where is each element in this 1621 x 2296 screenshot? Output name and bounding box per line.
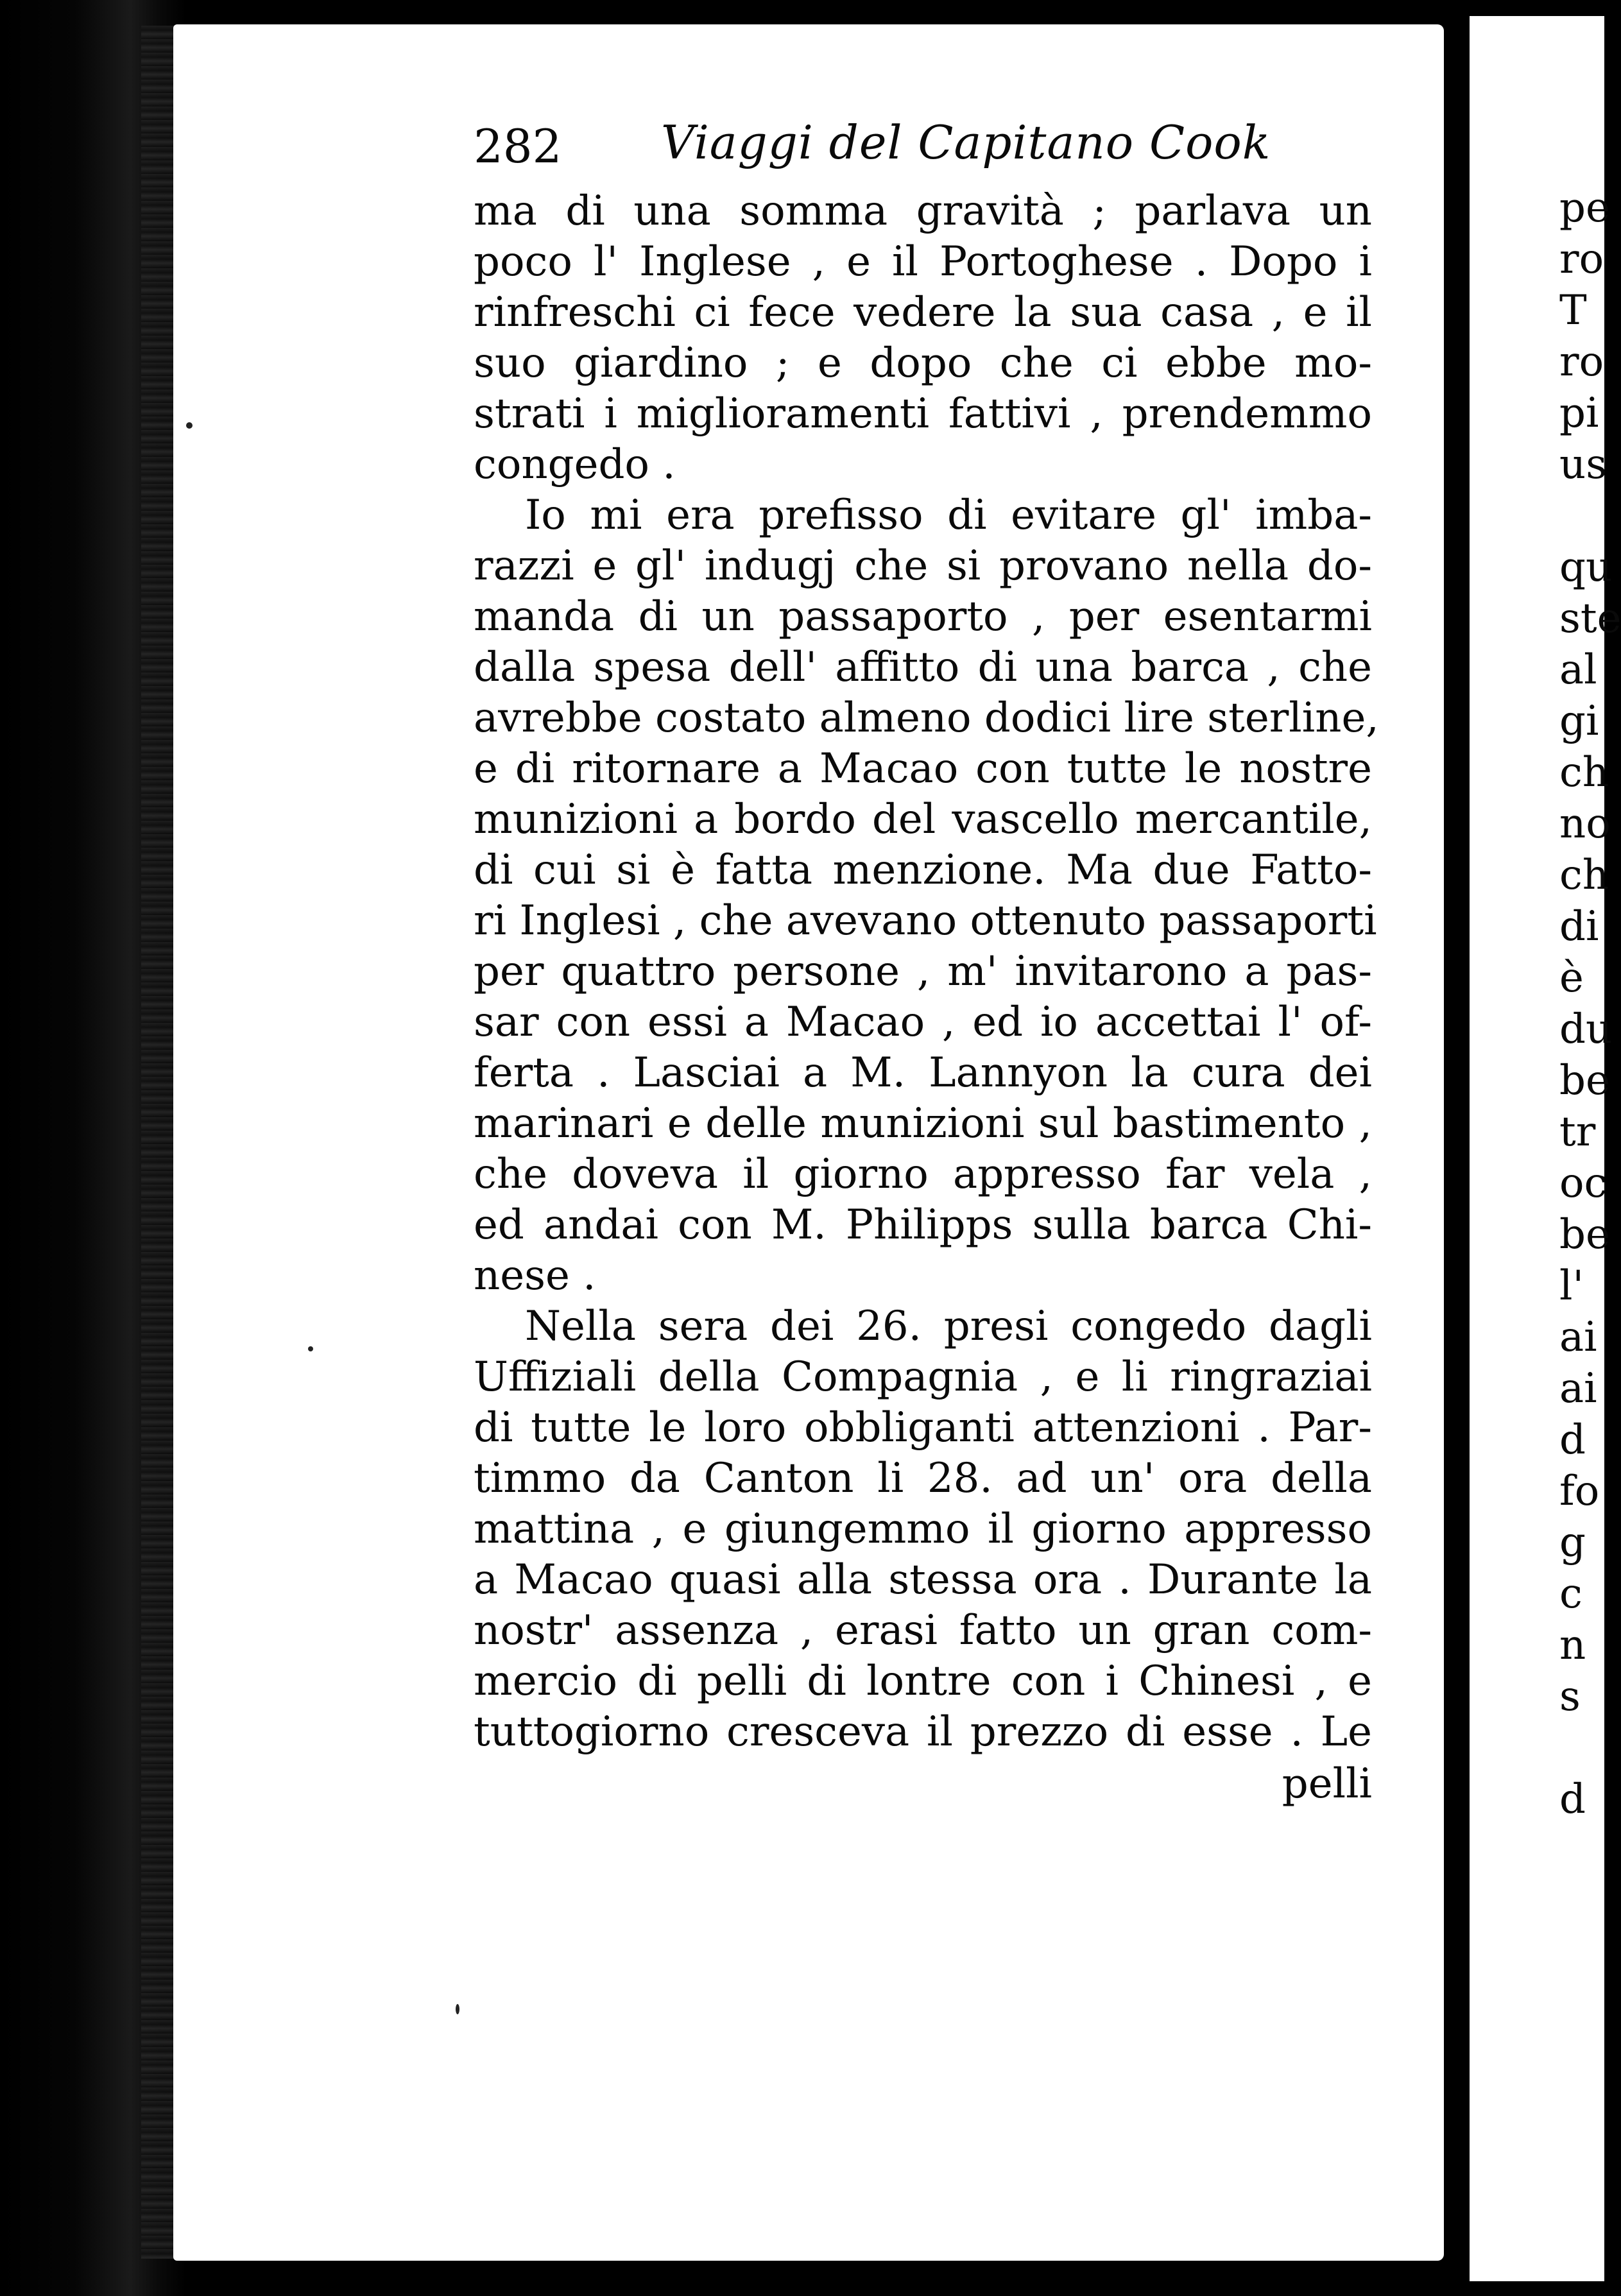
text-line: ed andai con M. Philipps sulla barca Chi-: [474, 1201, 1372, 1249]
adjacent-page-fragment: tr: [1559, 1108, 1596, 1156]
adjacent-page-fragment: ch: [1559, 749, 1609, 796]
text-line: mattina , e giungemmo il giorno appresso: [474, 1505, 1372, 1553]
adjacent-page-fragment: du: [1559, 1006, 1613, 1053]
adjacent-page-fragment: T: [1559, 287, 1587, 334]
adjacent-page-fragment: ai: [1559, 1365, 1597, 1412]
adjacent-page-fragment: be: [1559, 1057, 1610, 1104]
text-line: marinari e delle munizioni sul bastimento ,: [474, 1100, 1372, 1147]
text-line: mercio di pelli di lontre con i Chinesi , e: [474, 1658, 1372, 1705]
text-line: sar con essi a Macao , ed io accettai l' of-: [474, 998, 1372, 1046]
text-line: poco l' Inglese , e il Portoghese . Dopo i: [474, 238, 1372, 286]
text-line: razzi e gl' indugj che si provano nella do-: [474, 542, 1372, 590]
text-block: [474, 116, 1379, 1810]
running-title: Viaggi del Capitano Cook: [661, 116, 1271, 169]
adjacent-page-fragment: ch: [1559, 852, 1609, 899]
adjacent-page-fragment: no: [1559, 800, 1611, 848]
text-line: tuttogiorno cresceva il prezzo di esse . Le: [474, 1708, 1372, 1756]
text-line: Io mi era prefisso di evitare gl' imba-: [525, 492, 1372, 539]
text-line: di tutte le loro obbliganti attenzioni . Par-: [474, 1404, 1372, 1452]
text-line: suo giardino ; e dopo che ci ebbe mo-: [474, 339, 1372, 387]
adjacent-page-fragment: pi: [1559, 390, 1599, 437]
text-line: Uffiziali della Compagnia , e li ringraziai: [474, 1353, 1372, 1401]
adjacent-page-fragment: ste: [1559, 595, 1621, 642]
adjacent-page-fragment: d: [1559, 1776, 1586, 1823]
text-line: dalla spesa dell' affitto di una barca , che: [474, 644, 1372, 691]
adjacent-page-fragment: pe: [1559, 184, 1610, 232]
ink-speck: [186, 422, 193, 429]
text-line: ri Inglesi , che avevano ottenuto passaporti: [474, 897, 1377, 945]
text-line: nese .: [474, 1252, 596, 1299]
text-line: nostr' assenza , erasi fatto un gran com-: [474, 1607, 1372, 1654]
adjacent-page-fragment: ro: [1559, 338, 1604, 386]
adjacent-page-fragment: è: [1559, 954, 1584, 1002]
text-line: timmo da Canton li 28. ad un' ora della: [474, 1455, 1372, 1502]
text-line: ferta . Lasciai a M. Lannyon la cura dei: [474, 1049, 1372, 1097]
text-line: Nella sera dei 26. presi congedo dagli: [525, 1303, 1372, 1350]
catchword: pelli: [1282, 1760, 1372, 1808]
adjacent-page-fragment: di: [1559, 903, 1599, 950]
text-line: di cui si è fatta menzione. Ma due Fatto-: [474, 846, 1372, 894]
text-line: rinfreschi ci fece vedere la sua casa , e il: [474, 289, 1372, 336]
adjacent-page: [1470, 16, 1621, 2281]
text-line: per quattro persone , m' invitarono a pas-: [474, 948, 1372, 995]
adjacent-page-fragment: be: [1559, 1211, 1610, 1258]
text-line: congedo .: [474, 441, 676, 488]
adjacent-page-fragment: us: [1559, 441, 1608, 488]
text-line: che doveva il giorno appresso far vela ,: [474, 1151, 1372, 1198]
adjacent-page-fragment: s: [1559, 1673, 1581, 1720]
text-line: munizioni a bordo del vascello mercantile,: [474, 796, 1372, 843]
text-line: strati i miglioramenti fattivi , prendemmo: [474, 390, 1372, 438]
adjacent-page-fragment: gi: [1559, 698, 1599, 745]
adjacent-page-fragment: n: [1559, 1622, 1586, 1669]
text-line: e di ritornare a Macao con tutte le nostre: [474, 745, 1372, 792]
adjacent-page-fragment: ai: [1559, 1314, 1597, 1361]
ink-speck: [308, 1346, 313, 1351]
text-line: avrebbe costato almeno dodici lire sterline,: [474, 694, 1379, 742]
adjacent-page-fragment: al: [1559, 646, 1597, 694]
page-number: 282: [474, 119, 562, 173]
text-line: a Macao quasi alla stessa ora . Durante la: [474, 1556, 1372, 1604]
spine-shadow: [1444, 13, 1471, 2284]
adjacent-page-fragment: d: [1559, 1416, 1586, 1464]
adjacent-page-fragment: fo: [1559, 1468, 1600, 1515]
ink-speck: [456, 2004, 459, 2014]
adjacent-page-fragment: l': [1559, 1262, 1584, 1310]
adjacent-page-fragment: c: [1559, 1570, 1582, 1618]
text-line: manda di un passaporto , per esentarmi: [474, 593, 1372, 640]
running-head: [474, 116, 1372, 186]
adjacent-page-fragment: ro: [1559, 236, 1604, 283]
adjacent-page-fragment: oc: [1559, 1160, 1608, 1207]
adjacent-page-fragment: qu: [1559, 544, 1613, 591]
adjacent-page-fragment: g: [1559, 1519, 1586, 1566]
text-line: ma di una somma gravità ; parlava un: [474, 187, 1372, 235]
